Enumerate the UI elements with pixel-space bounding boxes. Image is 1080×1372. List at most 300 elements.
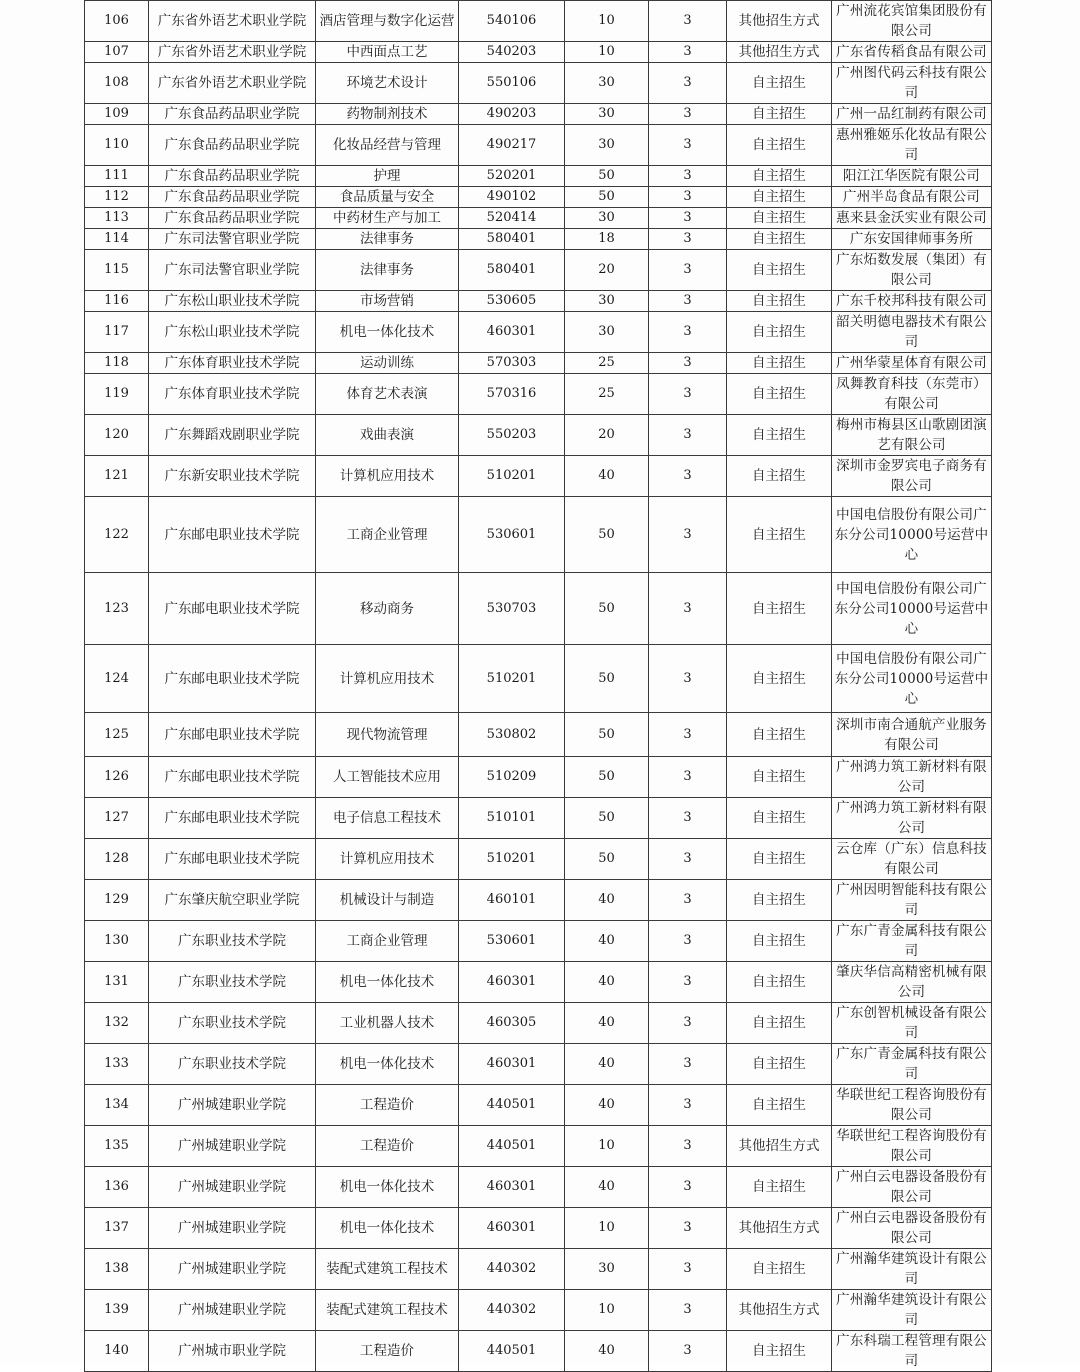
table-row bbox=[85, 250, 992, 291]
cell-partner-company: 惠州雅姬乐化妆品有限公司 bbox=[832, 125, 992, 166]
cell-partner-company: 广州因明智能科技有限公司 bbox=[832, 880, 992, 921]
cell-serial-number: 132 bbox=[85, 1003, 149, 1044]
cell-school-name: 广东职业技术学院 bbox=[149, 1044, 316, 1085]
cell-school-name: 广东松山职业技术学院 bbox=[149, 291, 316, 312]
cell-major-code: 580401 bbox=[459, 250, 565, 291]
cell-enrollment-quota: 50 bbox=[565, 573, 649, 645]
cell-serial-number: 135 bbox=[85, 1126, 149, 1167]
cell-major-code: 460301 bbox=[459, 1044, 565, 1085]
cell-enrollment-quota: 40 bbox=[565, 962, 649, 1003]
cell-serial-number: 115 bbox=[85, 250, 149, 291]
cell-major-name: 机械设计与制造 bbox=[316, 880, 459, 921]
cell-major-code: 460301 bbox=[459, 1167, 565, 1208]
cell-study-years: 3 bbox=[649, 312, 727, 353]
cell-major-name: 运动训练 bbox=[316, 353, 459, 374]
table-row bbox=[85, 166, 992, 187]
cell-major-name: 计算机应用技术 bbox=[316, 645, 459, 713]
cell-enrollment-method: 自主招生 bbox=[727, 713, 832, 757]
cell-study-years: 3 bbox=[649, 250, 727, 291]
cell-enrollment-method: 自主招生 bbox=[727, 1167, 832, 1208]
cell-major-name: 酒店管理与数字化运营 bbox=[316, 1, 459, 42]
cell-school-name: 广州城建职业学院 bbox=[149, 1208, 316, 1249]
cell-school-name: 广东邮电职业技术学院 bbox=[149, 798, 316, 839]
cell-serial-number: 118 bbox=[85, 353, 149, 374]
cell-partner-company: 广州瀚华建筑设计有限公司 bbox=[832, 1290, 992, 1331]
cell-enrollment-quota: 50 bbox=[565, 757, 649, 798]
table-row bbox=[85, 839, 992, 880]
cell-study-years: 3 bbox=[649, 1085, 727, 1126]
cell-school-name: 广东司法警官职业学院 bbox=[149, 229, 316, 250]
cell-study-years: 3 bbox=[649, 757, 727, 798]
cell-enrollment-method: 自主招生 bbox=[727, 921, 832, 962]
table-row bbox=[85, 798, 992, 839]
cell-serial-number: 123 bbox=[85, 573, 149, 645]
cell-enrollment-quota: 25 bbox=[565, 353, 649, 374]
cell-enrollment-quota: 50 bbox=[565, 497, 649, 573]
cell-enrollment-method: 自主招生 bbox=[727, 63, 832, 104]
cell-serial-number: 113 bbox=[85, 208, 149, 229]
cell-major-code: 530601 bbox=[459, 921, 565, 962]
cell-major-code: 580401 bbox=[459, 229, 565, 250]
cell-study-years: 3 bbox=[649, 962, 727, 1003]
cell-serial-number: 112 bbox=[85, 187, 149, 208]
cell-school-name: 广州城市职业学院 bbox=[149, 1331, 316, 1372]
cell-study-years: 3 bbox=[649, 921, 727, 962]
table-row bbox=[85, 374, 992, 415]
cell-serial-number: 122 bbox=[85, 497, 149, 573]
cell-enrollment-method: 自主招生 bbox=[727, 125, 832, 166]
cell-major-name: 中药材生产与加工 bbox=[316, 208, 459, 229]
cell-major-name: 法律事务 bbox=[316, 250, 459, 291]
cell-major-name: 工程造价 bbox=[316, 1126, 459, 1167]
cell-enrollment-quota: 10 bbox=[565, 42, 649, 63]
cell-partner-company: 广东安国律师事务所 bbox=[832, 229, 992, 250]
cell-enrollment-quota: 10 bbox=[565, 1, 649, 42]
cell-partner-company: 肇庆华信高精密机械有限公司 bbox=[832, 962, 992, 1003]
cell-study-years: 3 bbox=[649, 208, 727, 229]
cell-major-name: 环境艺术设计 bbox=[316, 63, 459, 104]
cell-partner-company: 广州半岛食品有限公司 bbox=[832, 187, 992, 208]
cell-school-name: 广州城建职业学院 bbox=[149, 1290, 316, 1331]
table-row bbox=[85, 962, 992, 1003]
cell-study-years: 3 bbox=[649, 353, 727, 374]
cell-study-years: 3 bbox=[649, 1003, 727, 1044]
cell-school-name: 广州城建职业学院 bbox=[149, 1126, 316, 1167]
cell-enrollment-quota: 50 bbox=[565, 713, 649, 757]
cell-enrollment-method: 自主招生 bbox=[727, 229, 832, 250]
cell-enrollment-method: 自主招生 bbox=[727, 1085, 832, 1126]
cell-study-years: 3 bbox=[649, 229, 727, 250]
cell-major-name: 工程造价 bbox=[316, 1331, 459, 1372]
cell-school-name: 广东职业技术学院 bbox=[149, 921, 316, 962]
cell-partner-company: 广州图代码云科技有限公司 bbox=[832, 63, 992, 104]
cell-enrollment-method: 自主招生 bbox=[727, 798, 832, 839]
cell-partner-company: 凤舞教育科技（东莞市）有限公司 bbox=[832, 374, 992, 415]
cell-study-years: 3 bbox=[649, 1044, 727, 1085]
cell-enrollment-method: 自主招生 bbox=[727, 962, 832, 1003]
cell-major-name: 体育艺术表演 bbox=[316, 374, 459, 415]
cell-major-code: 510201 bbox=[459, 645, 565, 713]
cell-school-name: 广东食品药品职业学院 bbox=[149, 104, 316, 125]
cell-partner-company: 中国电信股份有限公司广东分公司10000号运营中心 bbox=[832, 573, 992, 645]
cell-major-name: 护理 bbox=[316, 166, 459, 187]
cell-school-name: 广东松山职业技术学院 bbox=[149, 312, 316, 353]
cell-study-years: 3 bbox=[649, 166, 727, 187]
cell-school-name: 广东省外语艺术职业学院 bbox=[149, 1, 316, 42]
cell-study-years: 3 bbox=[649, 839, 727, 880]
cell-enrollment-method: 其他招生方式 bbox=[727, 1208, 832, 1249]
cell-major-name: 现代物流管理 bbox=[316, 713, 459, 757]
cell-school-name: 广东邮电职业技术学院 bbox=[149, 757, 316, 798]
table-row bbox=[85, 1167, 992, 1208]
cell-enrollment-quota: 10 bbox=[565, 1290, 649, 1331]
cell-serial-number: 138 bbox=[85, 1249, 149, 1290]
cell-major-name: 化妆品经营与管理 bbox=[316, 125, 459, 166]
cell-enrollment-quota: 10 bbox=[565, 1126, 649, 1167]
cell-serial-number: 116 bbox=[85, 291, 149, 312]
cell-study-years: 3 bbox=[649, 1208, 727, 1249]
cell-partner-company: 广州华蒙星体育有限公司 bbox=[832, 353, 992, 374]
cell-major-code: 530601 bbox=[459, 497, 565, 573]
cell-study-years: 3 bbox=[649, 125, 727, 166]
cell-partner-company: 广州鸿力筑工新材料有限公司 bbox=[832, 757, 992, 798]
cell-study-years: 3 bbox=[649, 713, 727, 757]
cell-study-years: 3 bbox=[649, 291, 727, 312]
table-body bbox=[85, 1, 992, 1372]
cell-enrollment-method: 自主招生 bbox=[727, 456, 832, 497]
cell-school-name: 广州城建职业学院 bbox=[149, 1167, 316, 1208]
cell-study-years: 3 bbox=[649, 1290, 727, 1331]
table-row bbox=[85, 1249, 992, 1290]
cell-study-years: 3 bbox=[649, 1126, 727, 1167]
cell-serial-number: 139 bbox=[85, 1290, 149, 1331]
cell-enrollment-method: 自主招生 bbox=[727, 880, 832, 921]
cell-school-name: 广东肇庆航空职业学院 bbox=[149, 880, 316, 921]
cell-enrollment-quota: 30 bbox=[565, 104, 649, 125]
table-row bbox=[85, 573, 992, 645]
cell-major-name: 机电一体化技术 bbox=[316, 962, 459, 1003]
cell-partner-company: 韶关明德电器技术有限公司 bbox=[832, 312, 992, 353]
cell-partner-company: 广州瀚华建筑设计有限公司 bbox=[832, 1249, 992, 1290]
cell-major-code: 460301 bbox=[459, 312, 565, 353]
cell-study-years: 3 bbox=[649, 456, 727, 497]
cell-partner-company: 广东创智机械设备有限公司 bbox=[832, 1003, 992, 1044]
cell-partner-company: 阳江江华医院有限公司 bbox=[832, 166, 992, 187]
cell-enrollment-method: 其他招生方式 bbox=[727, 42, 832, 63]
cell-enrollment-method: 自主招生 bbox=[727, 1003, 832, 1044]
table-row bbox=[85, 456, 992, 497]
cell-major-name: 机电一体化技术 bbox=[316, 312, 459, 353]
cell-enrollment-quota: 18 bbox=[565, 229, 649, 250]
table-row bbox=[85, 1085, 992, 1126]
cell-enrollment-quota: 50 bbox=[565, 166, 649, 187]
cell-study-years: 3 bbox=[649, 104, 727, 125]
cell-enrollment-quota: 20 bbox=[565, 415, 649, 456]
cell-enrollment-quota: 30 bbox=[565, 312, 649, 353]
cell-major-code: 530802 bbox=[459, 713, 565, 757]
cell-major-code: 540203 bbox=[459, 42, 565, 63]
cell-major-code: 440501 bbox=[459, 1085, 565, 1126]
cell-school-name: 广东邮电职业技术学院 bbox=[149, 497, 316, 573]
cell-serial-number: 140 bbox=[85, 1331, 149, 1372]
cell-major-name: 装配式建筑工程技术 bbox=[316, 1249, 459, 1290]
table-row bbox=[85, 353, 992, 374]
cell-major-code: 530703 bbox=[459, 573, 565, 645]
cell-major-name: 工程造价 bbox=[316, 1085, 459, 1126]
cell-enrollment-method: 自主招生 bbox=[727, 374, 832, 415]
cell-study-years: 3 bbox=[649, 573, 727, 645]
cell-school-name: 广东司法警官职业学院 bbox=[149, 250, 316, 291]
cell-serial-number: 106 bbox=[85, 1, 149, 42]
cell-enrollment-quota: 50 bbox=[565, 839, 649, 880]
cell-partner-company: 惠来县金沃实业有限公司 bbox=[832, 208, 992, 229]
cell-study-years: 3 bbox=[649, 42, 727, 63]
cell-enrollment-quota: 40 bbox=[565, 1085, 649, 1126]
cell-enrollment-quota: 50 bbox=[565, 187, 649, 208]
cell-study-years: 3 bbox=[649, 63, 727, 104]
cell-serial-number: 120 bbox=[85, 415, 149, 456]
cell-major-code: 490203 bbox=[459, 104, 565, 125]
cell-enrollment-quota: 30 bbox=[565, 63, 649, 104]
cell-major-code: 510209 bbox=[459, 757, 565, 798]
cell-major-name: 法律事务 bbox=[316, 229, 459, 250]
cell-enrollment-quota: 40 bbox=[565, 1044, 649, 1085]
cell-serial-number: 111 bbox=[85, 166, 149, 187]
cell-school-name: 广东舞蹈戏剧职业学院 bbox=[149, 415, 316, 456]
cell-serial-number: 136 bbox=[85, 1167, 149, 1208]
table-row bbox=[85, 291, 992, 312]
cell-enrollment-method: 其他招生方式 bbox=[727, 1290, 832, 1331]
cell-major-name: 人工智能技术应用 bbox=[316, 757, 459, 798]
cell-major-name: 机电一体化技术 bbox=[316, 1208, 459, 1249]
cell-enrollment-quota: 30 bbox=[565, 291, 649, 312]
cell-study-years: 3 bbox=[649, 880, 727, 921]
cell-major-name: 计算机应用技术 bbox=[316, 839, 459, 880]
cell-major-code: 550106 bbox=[459, 63, 565, 104]
cell-major-name: 戏曲表演 bbox=[316, 415, 459, 456]
cell-serial-number: 134 bbox=[85, 1085, 149, 1126]
cell-major-name: 工业机器人技术 bbox=[316, 1003, 459, 1044]
cell-major-code: 460305 bbox=[459, 1003, 565, 1044]
cell-school-name: 广东食品药品职业学院 bbox=[149, 187, 316, 208]
cell-partner-company: 中国电信股份有限公司广东分公司10000号运营中心 bbox=[832, 645, 992, 713]
cell-partner-company: 华联世纪工程咨询股份有限公司 bbox=[832, 1085, 992, 1126]
table-row bbox=[85, 1044, 992, 1085]
table-row bbox=[85, 1331, 992, 1372]
cell-partner-company: 广东广青金属科技有限公司 bbox=[832, 1044, 992, 1085]
cell-enrollment-method: 自主招生 bbox=[727, 1249, 832, 1290]
cell-school-name: 广东邮电职业技术学院 bbox=[149, 645, 316, 713]
cell-serial-number: 130 bbox=[85, 921, 149, 962]
cell-enrollment-method: 自主招生 bbox=[727, 839, 832, 880]
cell-school-name: 广东食品药品职业学院 bbox=[149, 166, 316, 187]
table-row bbox=[85, 1290, 992, 1331]
cell-partner-company: 广州鸿力筑工新材料有限公司 bbox=[832, 798, 992, 839]
cell-partner-company: 广东炻数发展（集团）有限公司 bbox=[832, 250, 992, 291]
cell-enrollment-method: 其他招生方式 bbox=[727, 1126, 832, 1167]
table-row bbox=[85, 229, 992, 250]
cell-serial-number: 137 bbox=[85, 1208, 149, 1249]
cell-partner-company: 广州流花宾馆集团股份有限公司 bbox=[832, 1, 992, 42]
cell-enrollment-method: 自主招生 bbox=[727, 1044, 832, 1085]
cell-enrollment-quota: 10 bbox=[565, 1208, 649, 1249]
cell-major-name: 中西面点工艺 bbox=[316, 42, 459, 63]
cell-enrollment-method: 自主招生 bbox=[727, 208, 832, 229]
table-row bbox=[85, 104, 992, 125]
cell-major-code: 440501 bbox=[459, 1126, 565, 1167]
cell-study-years: 3 bbox=[649, 415, 727, 456]
cell-serial-number: 127 bbox=[85, 798, 149, 839]
cell-serial-number: 131 bbox=[85, 962, 149, 1003]
cell-partner-company: 深圳市南合通航产业服务有限公司 bbox=[832, 713, 992, 757]
cell-major-code: 490102 bbox=[459, 187, 565, 208]
cell-enrollment-quota: 40 bbox=[565, 1331, 649, 1372]
cell-partner-company: 梅州市梅县区山歌剧团演艺有限公司 bbox=[832, 415, 992, 456]
cell-serial-number: 129 bbox=[85, 880, 149, 921]
cell-school-name: 广东省外语艺术职业学院 bbox=[149, 63, 316, 104]
cell-major-name: 机电一体化技术 bbox=[316, 1167, 459, 1208]
cell-enrollment-method: 自主招生 bbox=[727, 757, 832, 798]
cell-major-code: 510201 bbox=[459, 456, 565, 497]
cell-enrollment-quota: 30 bbox=[565, 208, 649, 229]
cell-major-code: 520201 bbox=[459, 166, 565, 187]
cell-school-name: 广东食品药品职业学院 bbox=[149, 125, 316, 166]
cell-enrollment-method: 自主招生 bbox=[727, 187, 832, 208]
table-row bbox=[85, 921, 992, 962]
cell-serial-number: 125 bbox=[85, 713, 149, 757]
table-row bbox=[85, 63, 992, 104]
cell-major-name: 食品质量与安全 bbox=[316, 187, 459, 208]
cell-major-code: 440302 bbox=[459, 1249, 565, 1290]
table-row bbox=[85, 645, 992, 713]
cell-serial-number: 107 bbox=[85, 42, 149, 63]
cell-enrollment-quota: 40 bbox=[565, 1003, 649, 1044]
cell-school-name: 广东职业技术学院 bbox=[149, 1003, 316, 1044]
cell-major-name: 计算机应用技术 bbox=[316, 456, 459, 497]
cell-serial-number: 110 bbox=[85, 125, 149, 166]
cell-major-code: 570316 bbox=[459, 374, 565, 415]
cell-study-years: 3 bbox=[649, 1331, 727, 1372]
cell-enrollment-method: 自主招生 bbox=[727, 415, 832, 456]
cell-major-code: 510201 bbox=[459, 839, 565, 880]
cell-major-code: 550203 bbox=[459, 415, 565, 456]
cell-school-name: 广东体育职业技术学院 bbox=[149, 374, 316, 415]
cell-enrollment-quota: 30 bbox=[565, 125, 649, 166]
cell-school-name: 广州城建职业学院 bbox=[149, 1085, 316, 1126]
cell-serial-number: 119 bbox=[85, 374, 149, 415]
table-row bbox=[85, 208, 992, 229]
table-row bbox=[85, 415, 992, 456]
cell-enrollment-quota: 50 bbox=[565, 798, 649, 839]
cell-partner-company: 广州白云电器设备股份有限公司 bbox=[832, 1208, 992, 1249]
cell-partner-company: 云仓库（广东）信息科技有限公司 bbox=[832, 839, 992, 880]
cell-serial-number: 126 bbox=[85, 757, 149, 798]
cell-serial-number: 133 bbox=[85, 1044, 149, 1085]
cell-enrollment-quota: 50 bbox=[565, 645, 649, 713]
cell-partner-company: 广东千校邦科技有限公司 bbox=[832, 291, 992, 312]
cell-serial-number: 128 bbox=[85, 839, 149, 880]
cell-major-code: 530605 bbox=[459, 291, 565, 312]
table-row bbox=[85, 312, 992, 353]
cell-partner-company: 广东科瑞工程管理有限公司 bbox=[832, 1331, 992, 1372]
cell-major-code: 460301 bbox=[459, 962, 565, 1003]
cell-school-name: 广东邮电职业技术学院 bbox=[149, 573, 316, 645]
table-row bbox=[85, 42, 992, 63]
cell-study-years: 3 bbox=[649, 187, 727, 208]
cell-major-name: 装配式建筑工程技术 bbox=[316, 1290, 459, 1331]
cell-enrollment-method: 自主招生 bbox=[727, 353, 832, 374]
cell-serial-number: 108 bbox=[85, 63, 149, 104]
cell-serial-number: 121 bbox=[85, 456, 149, 497]
cell-enrollment-quota: 40 bbox=[565, 1167, 649, 1208]
table-row bbox=[85, 713, 992, 757]
cell-serial-number: 124 bbox=[85, 645, 149, 713]
cell-major-code: 460301 bbox=[459, 1208, 565, 1249]
table-row bbox=[85, 757, 992, 798]
cell-enrollment-method: 自主招生 bbox=[727, 166, 832, 187]
cell-school-name: 广东职业技术学院 bbox=[149, 962, 316, 1003]
cell-school-name: 广州城建职业学院 bbox=[149, 1249, 316, 1290]
cell-major-name: 市场营销 bbox=[316, 291, 459, 312]
cell-serial-number: 109 bbox=[85, 104, 149, 125]
cell-partner-company: 华联世纪工程咨询股份有限公司 bbox=[832, 1126, 992, 1167]
cell-enrollment-quota: 40 bbox=[565, 880, 649, 921]
cell-partner-company: 深圳市金罗宾电子商务有限公司 bbox=[832, 456, 992, 497]
cell-enrollment-method: 自主招生 bbox=[727, 291, 832, 312]
cell-major-code: 570303 bbox=[459, 353, 565, 374]
table-row bbox=[85, 1126, 992, 1167]
cell-school-name: 广东邮电职业技术学院 bbox=[149, 839, 316, 880]
cell-study-years: 3 bbox=[649, 798, 727, 839]
cell-study-years: 3 bbox=[649, 645, 727, 713]
table-row bbox=[85, 125, 992, 166]
enrollment-table bbox=[84, 0, 992, 1372]
cell-school-name: 广东食品药品职业学院 bbox=[149, 208, 316, 229]
cell-partner-company: 广东广青金属科技有限公司 bbox=[832, 921, 992, 962]
table-row bbox=[85, 1208, 992, 1249]
cell-serial-number: 114 bbox=[85, 229, 149, 250]
cell-partner-company: 中国电信股份有限公司广东分公司10000号运营中心 bbox=[832, 497, 992, 573]
cell-enrollment-quota: 40 bbox=[565, 921, 649, 962]
cell-school-name: 广东新安职业技术学院 bbox=[149, 456, 316, 497]
cell-enrollment-quota: 40 bbox=[565, 456, 649, 497]
cell-partner-company: 广东省传稻食品有限公司 bbox=[832, 42, 992, 63]
table-row bbox=[85, 880, 992, 921]
cell-partner-company: 广州一品红制药有限公司 bbox=[832, 104, 992, 125]
cell-study-years: 3 bbox=[649, 1249, 727, 1290]
cell-enrollment-quota: 25 bbox=[565, 374, 649, 415]
cell-school-name: 广东邮电职业技术学院 bbox=[149, 713, 316, 757]
cell-major-name: 机电一体化技术 bbox=[316, 1044, 459, 1085]
cell-major-code: 440302 bbox=[459, 1290, 565, 1331]
cell-major-name: 工商企业管理 bbox=[316, 921, 459, 962]
cell-partner-company: 广州白云电器设备股份有限公司 bbox=[832, 1167, 992, 1208]
cell-study-years: 3 bbox=[649, 374, 727, 415]
table-row bbox=[85, 1003, 992, 1044]
cell-major-code: 540106 bbox=[459, 1, 565, 42]
cell-major-code: 460101 bbox=[459, 880, 565, 921]
cell-major-name: 药物制剂技术 bbox=[316, 104, 459, 125]
cell-enrollment-method: 自主招生 bbox=[727, 645, 832, 713]
cell-major-code: 520414 bbox=[459, 208, 565, 229]
cell-enrollment-method: 自主招生 bbox=[727, 1331, 832, 1372]
cell-enrollment-method: 自主招生 bbox=[727, 250, 832, 291]
cell-major-name: 移动商务 bbox=[316, 573, 459, 645]
cell-major-name: 电子信息工程技术 bbox=[316, 798, 459, 839]
cell-major-code: 490217 bbox=[459, 125, 565, 166]
cell-enrollment-method: 自主招生 bbox=[727, 312, 832, 353]
cell-school-name: 广东体育职业技术学院 bbox=[149, 353, 316, 374]
